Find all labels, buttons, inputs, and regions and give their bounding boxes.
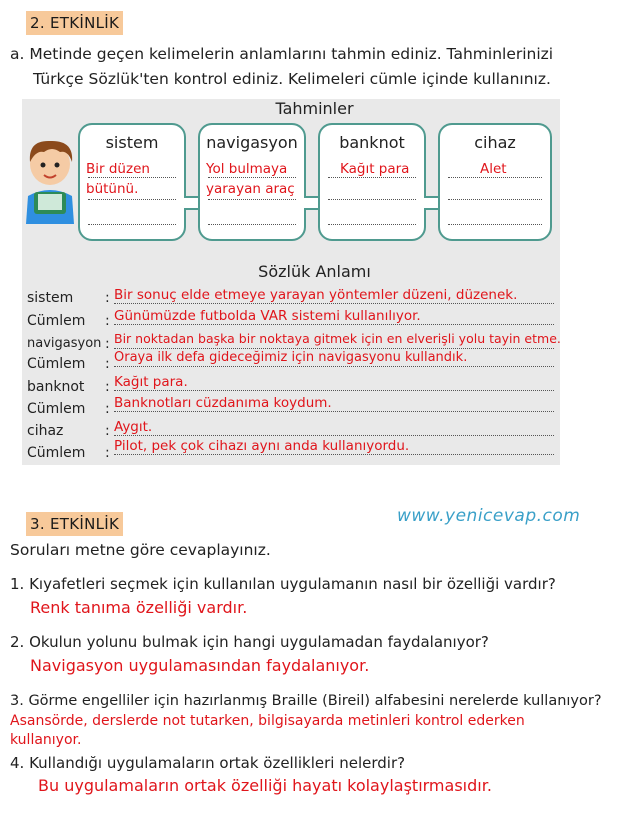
row-value-cumlem: Günümüzde futbolda VAR sistemi kullanılıyor. [114,308,554,325]
card-word: sistem [105,133,159,152]
guess-card-navigasyon [198,123,306,241]
watermark: www.yenicevap.com [397,506,581,526]
row-value-sistem: Bir sonuç elde etmeye yarayan yöntemler düzeni, düzenek. [114,287,554,304]
row-colon: : [105,423,110,439]
row-value-cihaz: Aygıt. [114,419,554,436]
guess-card-cihaz [438,123,552,241]
row-value-cumlem: Oraya ilk defa gideceğimiz için navigasyonu kullandık. [114,350,554,367]
activity3-instruction: Soruları metne göre cevaplayınız. [10,541,271,559]
row-label-cumlem: Cümlem [27,356,86,372]
card-word: banknot [339,133,405,152]
row-value-cumlem: Pilot, pek çok cihazı aynı anda kullanıyordu. [114,438,554,455]
question-1: 1. Kıyafetleri seçmek için kullanılan uygulamanın nasıl bir özelliği vardır? [10,575,556,593]
guess-card-banknot [318,123,426,241]
answer-1: Renk tanıma özelliği vardır. [30,598,248,617]
row-label-cumlem: Cümlem [27,445,86,461]
answer-4: Bu uygulamaların ortak özelliği hayatı kolaylaştırmasıdır. [38,776,492,795]
row-label-banknot: banknot [27,379,85,395]
activity2-instruction-line1: a. Metinde geçen kelimelerin anlamlarını tahmin ediniz. Tahminlerinizi [10,45,554,63]
answer-2: Navigasyon uygulamasından faydalanıyor. [30,656,370,675]
dictionary-title: Sözlük Anlamı [258,262,371,281]
card-word: navigasyon [206,133,298,152]
row-label-cihaz: cihaz [27,423,64,439]
card-guess: Yol bulmaya yarayan araç [206,161,295,197]
card-guess: Alet [480,161,507,177]
row-value-banknot: Kağıt para. [114,374,554,391]
card-word: cihaz [474,133,516,152]
row-label-navigasyon: navigasyon [27,336,102,351]
row-colon: : [105,401,110,417]
row-colon: : [105,445,110,461]
row-colon: : [105,356,110,372]
row-colon: : [105,290,110,306]
row-value-cumlem: Banknotları cüzdanıma koydum. [114,395,554,412]
row-label-sistem: sistem [27,290,74,306]
row-colon: : [105,379,110,395]
question-4: 4. Kullandığı uygulamaların ortak özellikleri nelerdir? [10,754,406,772]
row-colon: : [105,336,110,352]
row-colon: : [105,313,110,329]
guesses-title: Tahminler [275,99,354,118]
row-value-navigasyon: Bir noktadan başka bir noktaya gitmek için en elverişli yolu tayin etme. [114,331,561,346]
card-guess: Bir düzen bütünü. [86,161,150,197]
answer-3: Asansörde, derslerde not tutarken, bilgisayarda metinleri kontrol ederken kullanıyor. [10,713,525,748]
row-label-cumlem: Cümlem [27,401,86,417]
question-3: 3. Görme engelliler için hazırlanmış Braille (Bireil) alfabesini nerelerde kullanıyor? [10,693,602,709]
activity2-instruction-line2: Türkçe Sözlük'ten kontrol ediniz. Kelimeleri cümle içinde kullanınız. [33,70,551,88]
row-label-cumlem: Cümlem [27,313,86,329]
activity2-badge: 2. ETKİNLİK [26,11,123,35]
student-illustration [22,134,82,224]
guess-card-sistem [78,123,186,241]
card-guess: Kağıt para [340,161,410,177]
question-2: 2. Okulun yolunu bulmak için hangi uygulamadan faydalanıyor? [10,633,489,651]
activity3-badge: 3. ETKİNLİK [26,512,123,536]
